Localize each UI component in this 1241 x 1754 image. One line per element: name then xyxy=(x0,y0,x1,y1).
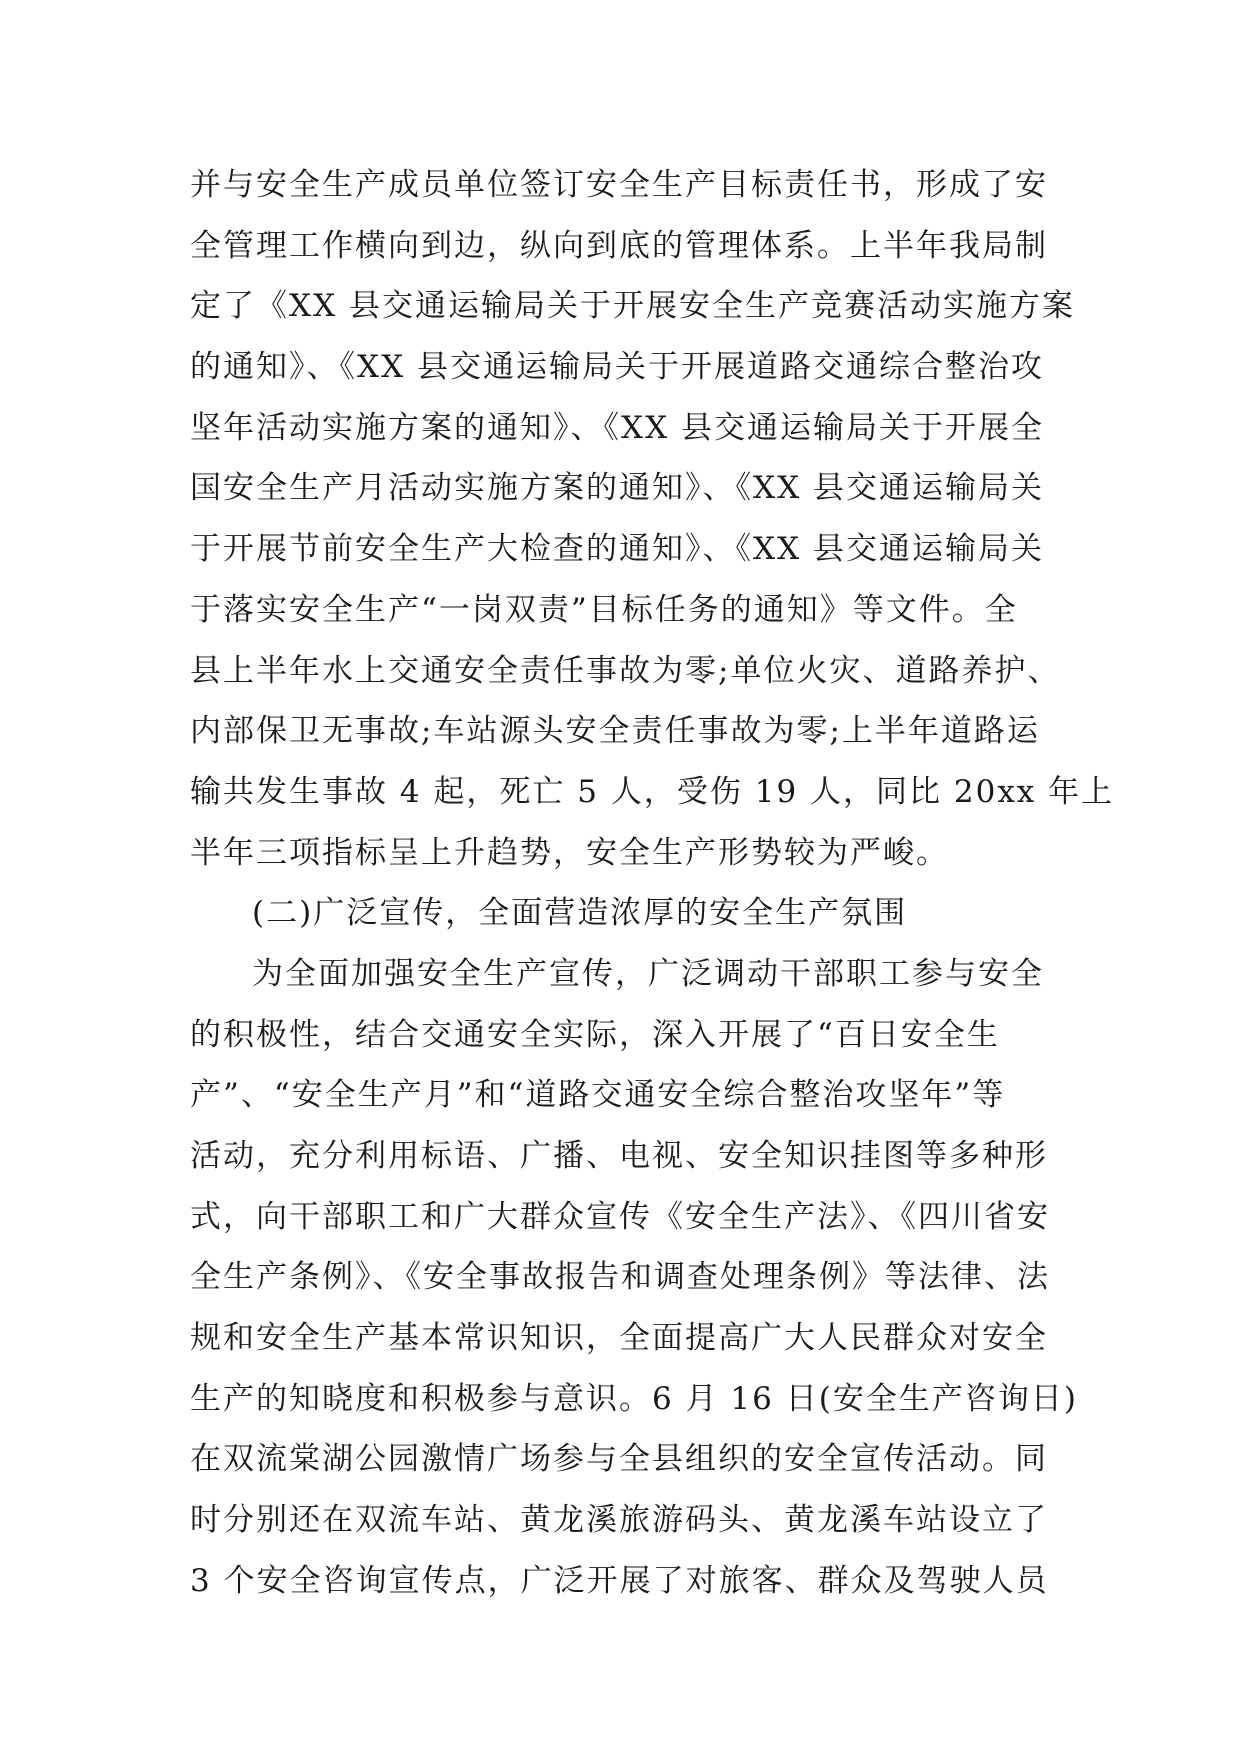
body-line: 坚年活动实施方案的通知》、《XX 县交通运输局关于开展全 xyxy=(190,409,1044,446)
body-line: 全管理工作横向到边，纵向到底的管理体系。上半年我局制 xyxy=(190,227,1048,264)
body-line: 国安全生产月活动实施方案的通知》、《XX 县交通运输局关 xyxy=(190,470,1044,507)
body-line: 的通知》、《XX 县交通运输局关于开展道路交通综合整治攻 xyxy=(190,349,1044,386)
section-heading: (二)广泛宣传，全面营造浓厚的安全生产氛围 xyxy=(252,895,908,932)
body-line: 规和安全生产基本常识知识，全面提高广大人民群众对安全 xyxy=(190,1320,1048,1357)
body-line: 县上半年水上交通安全责任事故为零;单位火灾、道路养护、 xyxy=(190,652,1061,689)
body-line: 于开展节前安全生产大检查的通知》、《XX 县交通运输局关 xyxy=(190,531,1044,568)
body-line: 时分别还在双流车站、黄龙溪旅游码头、黄龙溪车站设立了 xyxy=(190,1502,1048,1539)
body-line: 式，向干部职工和广大群众宣传《安全生产法》、《四川省安 xyxy=(190,1198,1050,1235)
body-line: 活动，充分利用标语、广播、电视、安全知识挂图等多种形 xyxy=(190,1138,1048,1174)
body-line: 定了《XX 县交通运输局关于开展安全生产竞赛活动实施方案 xyxy=(190,288,1075,325)
body-line: 为全面加强安全生产宣传，广泛调动干部职工参与安全 xyxy=(252,955,1044,992)
body-line: 的积极性，结合交通安全实际，深入开展了“百日安全生 xyxy=(190,1016,1000,1053)
body-line: 3 个安全咨询宣传点，广泛开展了对旅客、群众及驾驶人员 xyxy=(190,1562,1049,1599)
body-line: 输共发生事故 4 起，死亡 5 人，受伤 19 人，同比 20xx 年上 xyxy=(190,773,1115,810)
body-line: 于落实安全生产“一岗双责”目标任务的通知》等文件。全 xyxy=(190,591,1018,628)
body-line: 全生产条例》、《安全事故报告和调查处理条例》等法律、法 xyxy=(190,1259,1050,1296)
body-line: 产”、“安全生产月”和“道路交通安全综合整治攻坚年”等 xyxy=(190,1077,1006,1114)
body-line: 并与安全生产成员单位签订安全生产目标责任书，形成了安 xyxy=(190,167,1048,203)
body-line: 半年三项指标呈上升趋势，安全生产形势较为严峻。 xyxy=(190,834,949,871)
body-line: 内部保卫无事故;车站源头安全责任事故为零;上半年道路运 xyxy=(190,713,1040,750)
body-line: 生产的知晓度和积极参与意识。6 月 16 日(安全生产咨询日) xyxy=(190,1380,1078,1417)
body-line: 在双流棠湖公园激情广场参与全县组织的安全宣传活动。同 xyxy=(190,1441,1048,1478)
document-body xyxy=(190,155,1115,1612)
